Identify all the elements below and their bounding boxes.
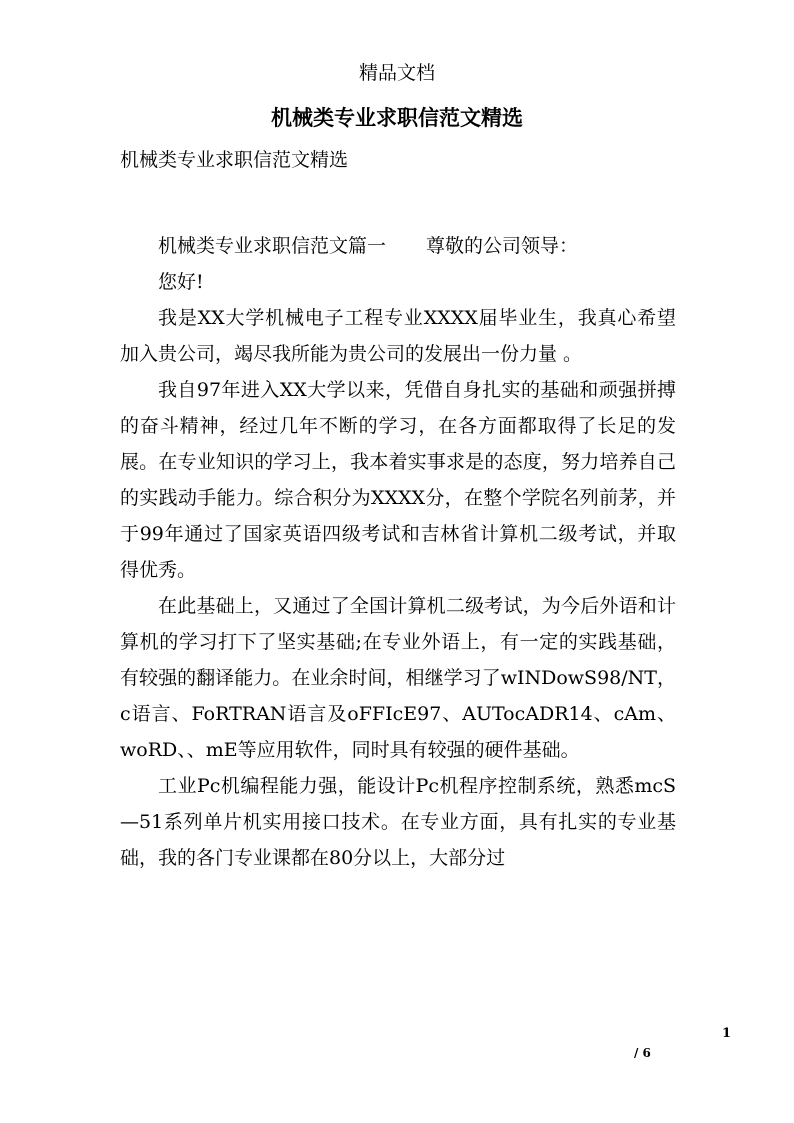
paragraph: 工业Pc机编程能力强，能设计Pc机程序控制系统，熟悉mcS—51系列单片机实用接口技术。在专业方面，具有扎实的专业基础，我的各门专业课都在80分以上，大部分过 <box>120 775 676 869</box>
document-subtitle: 机械类专业求职信范文精选 <box>120 149 349 171</box>
greeting: 您好! <box>158 271 204 293</box>
page-number: 1 <box>722 1026 732 1041</box>
salutation: 尊敬的公司领导： <box>426 235 579 257</box>
intro-heading: 机械类专业求职信范文篇一 <box>158 235 387 257</box>
paragraph: 我自97年进入XX大学以来，凭借自身扎实的基础和顽强拼搏的奋斗精神，经过几年不断的学习，在各方面都取得了长足的发展。在专业知识的学习上，我本着实事求是的态度，努力培养自己的实践动手能力。综合积分为XXXX分，在整个学院名列前茅，并于99年通过了国家英语四级考试和吉林省计算机二级考试，并取得优秀。 <box>120 379 676 581</box>
paragraph: 我是XX大学机械电子工程专业XXXX届毕业生，我真心希望加入贵公司，竭尽我所能为贵公司的发展出一份力量 。 <box>120 307 676 365</box>
letter-body <box>120 228 676 876</box>
page-total: / 6 <box>634 1046 651 1060</box>
intro-line <box>120 228 676 264</box>
paragraph: 在此基础上，又通过了全国计算机二级考试，为今后外语和计算机的学习打下了坚实基础;在专业外语上，有一定的实践基础，有较强的翻译能力。在业余时间，相继学习了wINDowS98/NT，c语言、FoRTRAN语言及oFFIcE97、AUTocADR14、cAm、woRD、、mE等应用软件，同时具有较强的硬件基础。 <box>120 595 676 761</box>
document-title: 机械类专业求职信范文精选 <box>271 105 523 130</box>
page-header: 精品文档 <box>358 62 435 84</box>
